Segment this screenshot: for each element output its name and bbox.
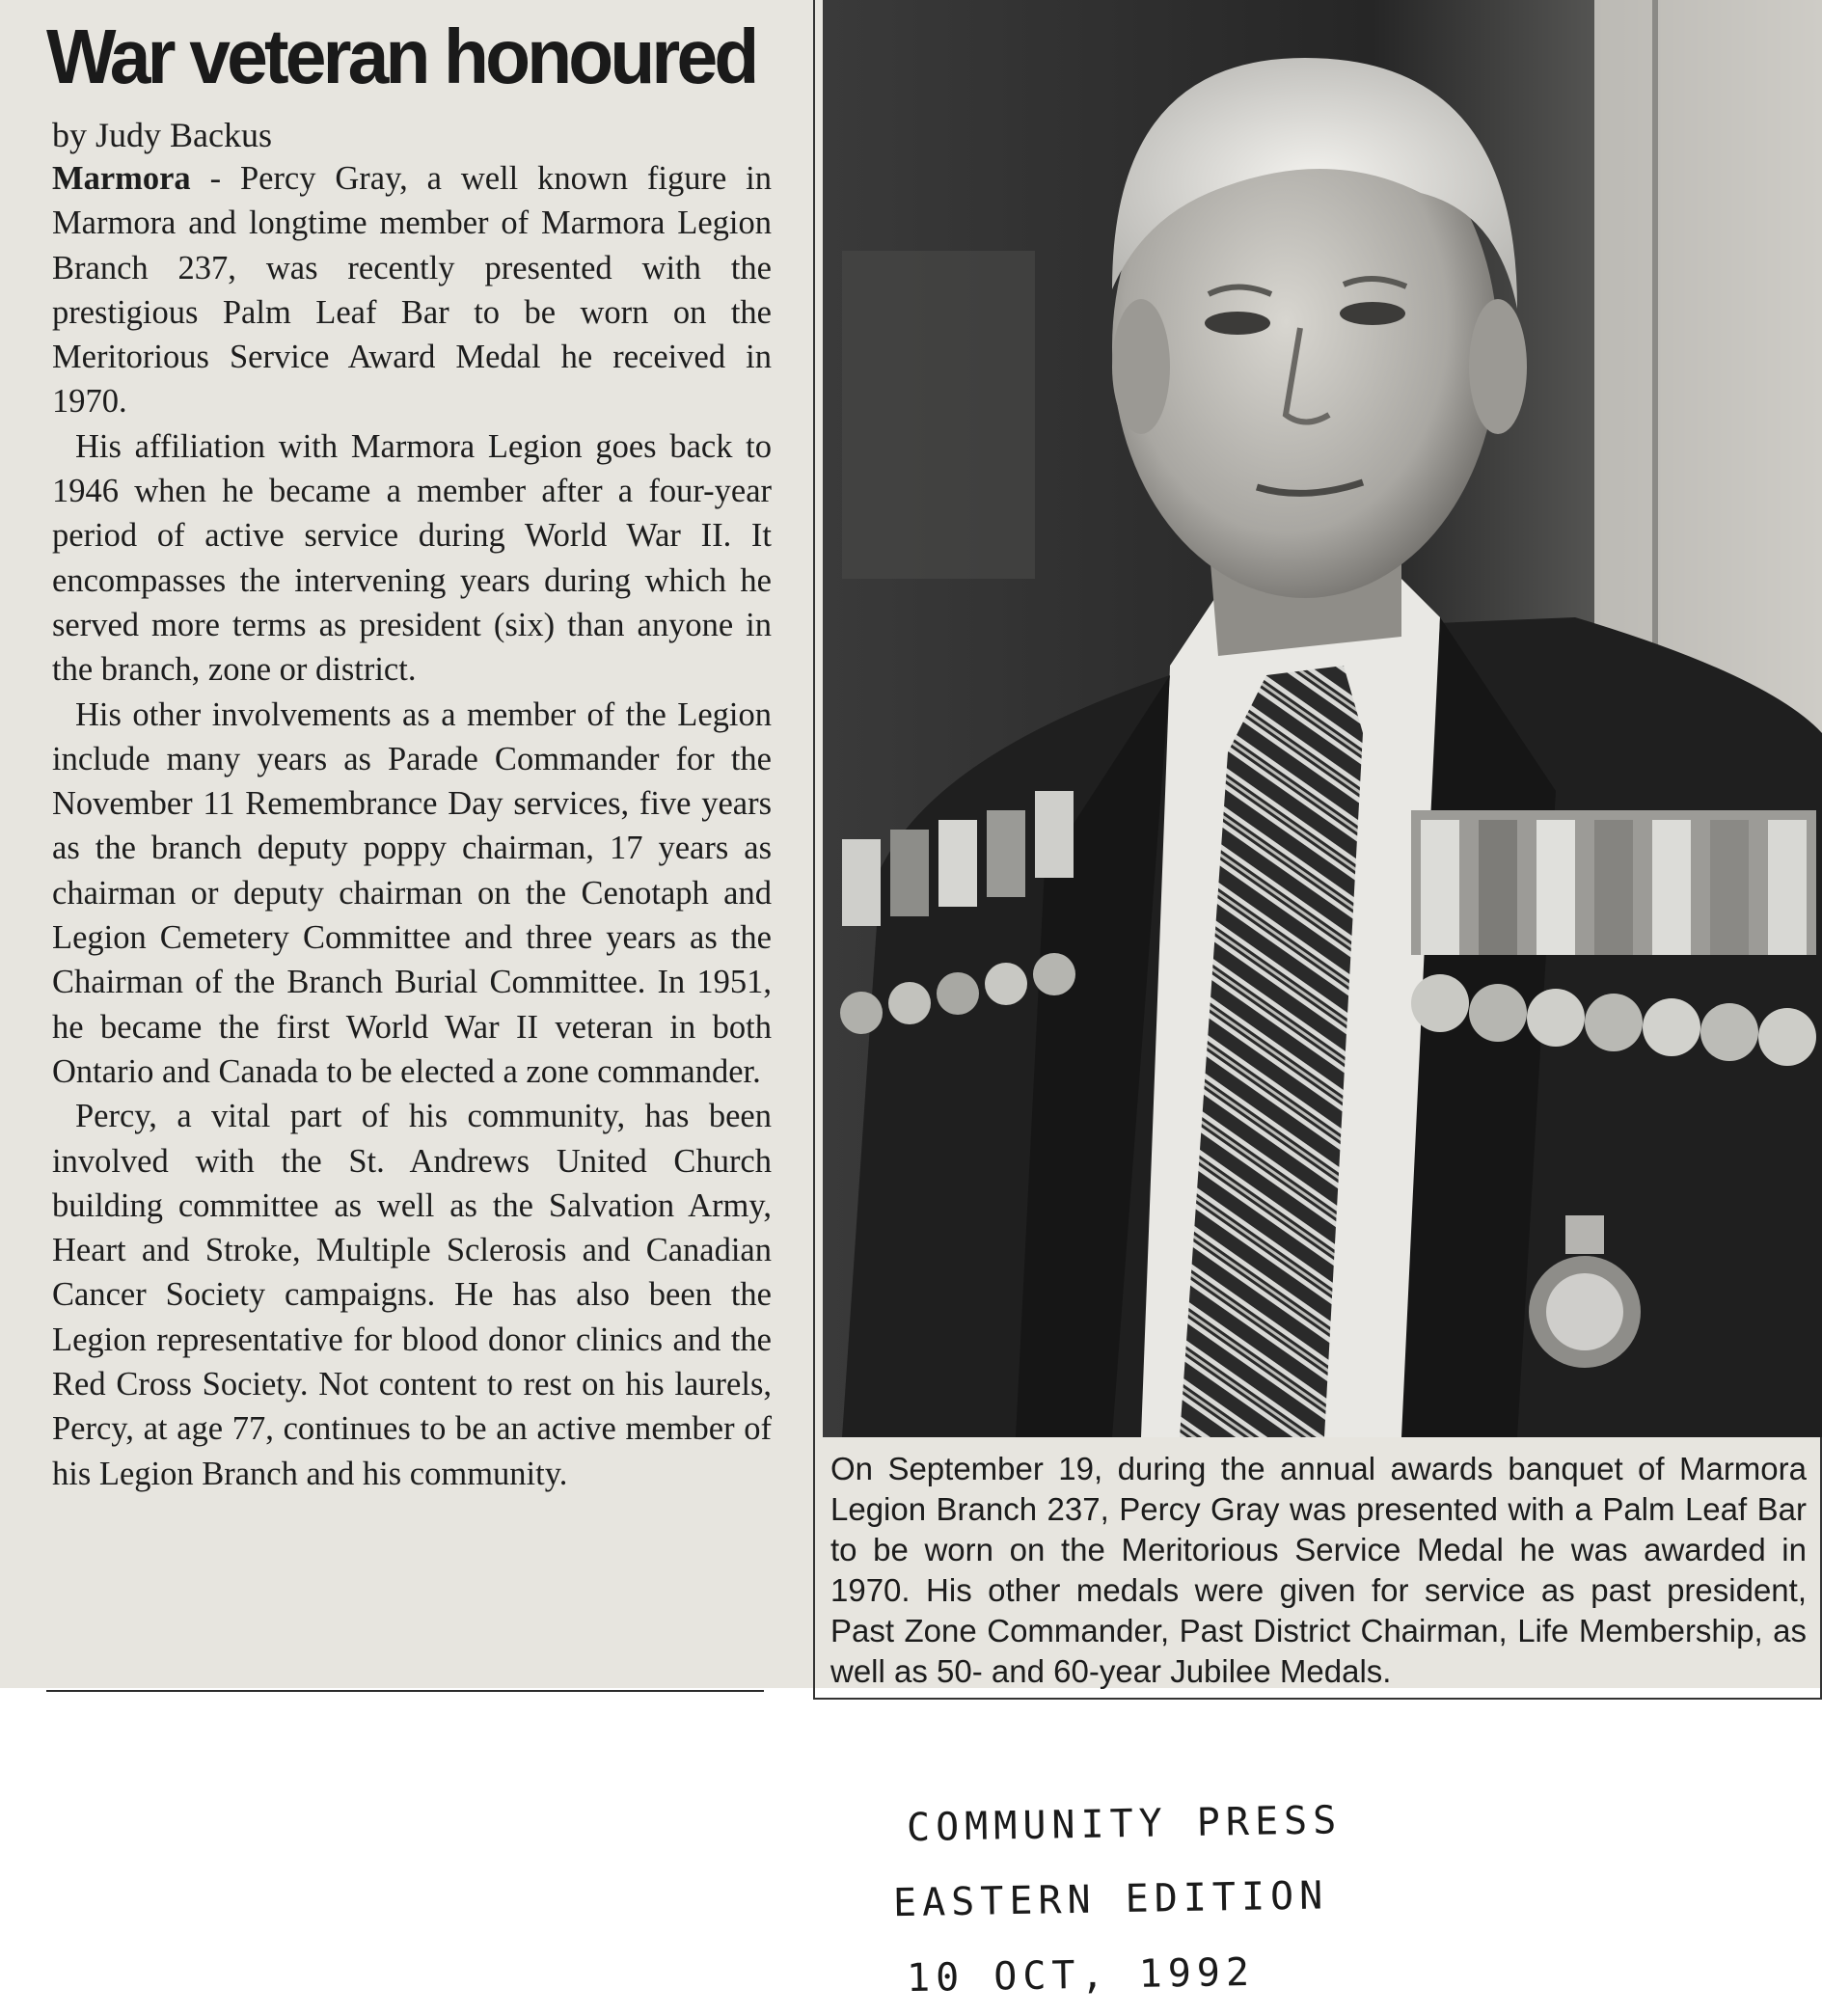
headline: War veteran honoured — [46, 14, 756, 99]
byline: by Judy Backus — [52, 116, 272, 154]
article-body — [46, 156, 772, 1496]
portrait-illustration — [823, 0, 1822, 1437]
paragraph-text: - Percy Gray, a well known figure in Marmora and longtime member of Marmora Legion Branch 237, was recently presented with the prestigious Palm Leaf Bar to be worn on the Meritorious Service Award Medal he received in 1970. — [52, 160, 772, 421]
article-paragraph-3: His other involvements as a member of the Legion include many years as Parade Commander for the November 11 Remembrance Day services, five years as the branch deputy poppy chairman, 17 years as chairman or deputy chairman on the Cenotaph and Legion Cemetery Committee and three years as the Chairman of the Branch Burial Committee. In 1951, he became the first World War II veteran in both Ontario and Canada to be elected a zone commander. — [52, 695, 772, 1090]
dateline: Marmora — [52, 160, 191, 197]
portrait-photo — [823, 0, 1822, 1437]
annotation-line-1: COMMUNITY PRESS — [906, 1798, 1343, 1851]
handwritten-annotation — [892, 1784, 1582, 2010]
article-paragraph-1 — [52, 156, 772, 424]
article-paragraph-4: Percy, a vital part of his community, has been involved with the St. Andrews United Church building committee as well as the Salvation Army, Heart and Stroke, Multiple Sclerosis and Canadian Cancer Society campaigns. He has also been the Legion representative for blood donor clinics and the Red Cross Society. Not content to rest on his laurels, Percy, at age 77, continues to be an active member of his Legion Branch and his community. — [52, 1098, 772, 1492]
article-column — [46, 8, 772, 1496]
photo-caption: On September 19, during the annual awards banquet of Marmora Legion Branch 237, Percy Gray was presented with a Palm Leaf Bar to be worn on the Meritorious Service Medal he was awarded in 1970. His other medals were given for service as past president, Past Zone Commander, Past District Chairman, Life Membership, as well as 50- and 60-year Jubilee Medals. — [830, 1451, 1807, 1689]
annotation-line-2: EASTERN EDITION — [892, 1873, 1329, 1926]
article-end-rule — [46, 1690, 764, 1692]
annotation-line-3: 10 OCT, 1992 — [906, 1949, 1256, 2002]
article-paragraph-2: His affiliation with Marmora Legion goes back to 1946 when he became a member after a four-year period of active service during World War II. It encompasses the intervening years during which he served more terms as president (six) than anyone in the branch, zone or district. — [52, 427, 772, 689]
